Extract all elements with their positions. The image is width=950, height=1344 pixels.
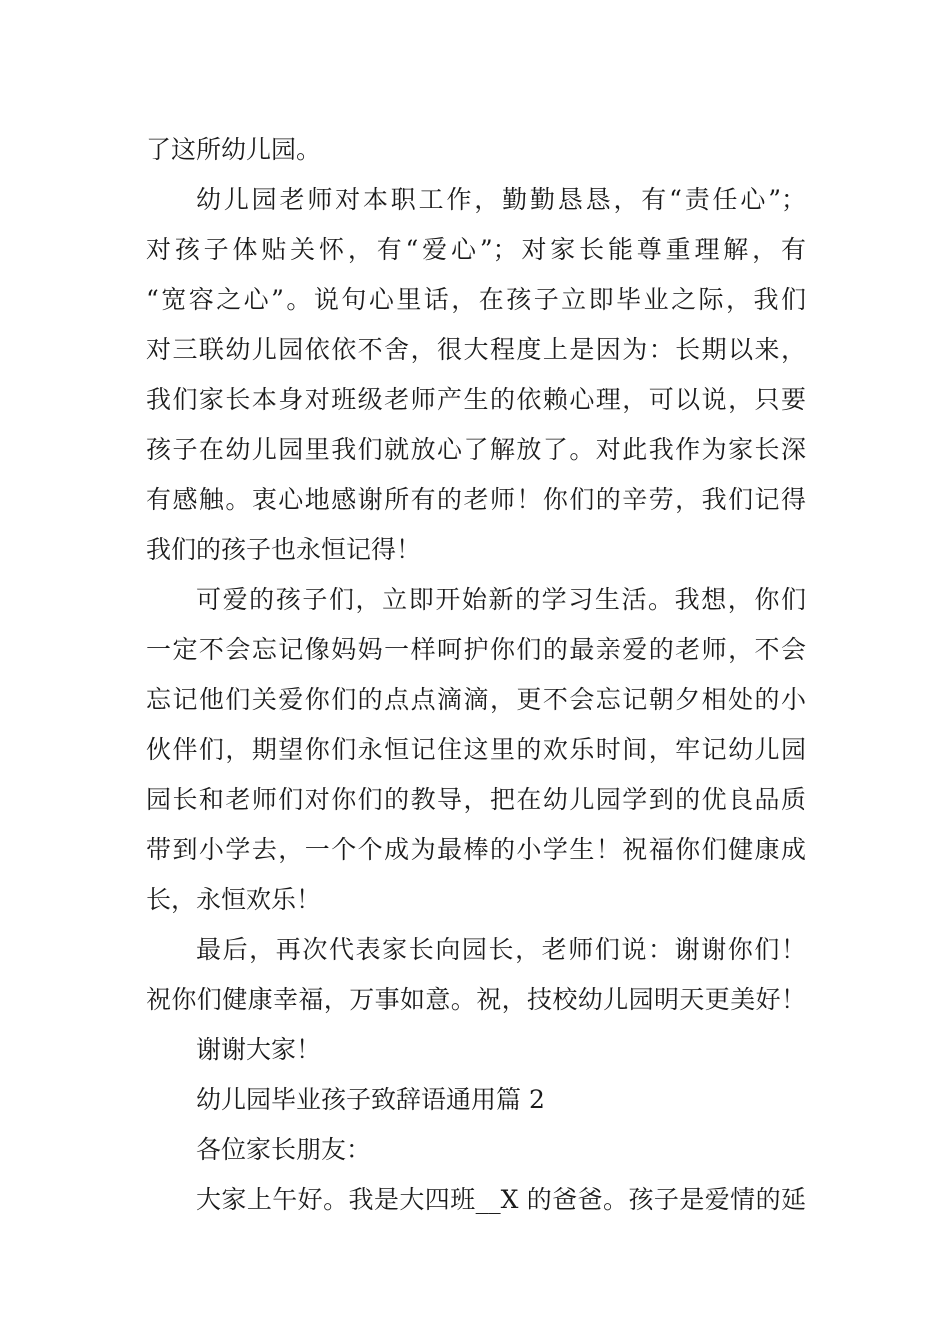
salutation: 各位家长朋友： (196, 1135, 372, 1164)
text-line: “宽容之心”。说句心里话，在孩子立即毕业之际，我们 (146, 285, 806, 314)
text-line: 带到小学去，一个个成为最棒的小学生！祝福你们健康成 (146, 835, 806, 864)
text-line: 伙伴们，期望你们永恒记住这里的欢乐时间，牢记幼儿园 (146, 735, 806, 764)
text-line: 忘记他们关爱你们的点点滴滴，更不会忘记朝夕相处的小 (146, 685, 806, 714)
text-line: 有感触。衷心地感谢所有的老师！你们的辛劳，我们记得 (146, 485, 806, 514)
section-heading: 幼儿园毕业孩子致辞语通用篇 2 (196, 1085, 545, 1114)
text-line: 一定不会忘记像妈妈一样呵护你们的最亲爱的老师，不会 (146, 635, 806, 664)
text-line: 孩子在幼儿园里我们就放心了解放了。对此我作为家长深 (146, 435, 806, 464)
text-line: 园长和老师们对你们的教导，把在幼儿园学到的优良品质 (146, 785, 806, 814)
text-line: 可爱的孩子们，立即开始新的学习生活。我想，你们 (196, 585, 806, 614)
text-line: 长，永恒欢乐！ (146, 885, 322, 914)
text-line: 幼儿园老师对本职工作，勤勤恳恳，有“责任心”； (196, 185, 806, 214)
text-line: 祝你们健康幸福，万事如意。祝，技校幼儿园明天更美好！ (146, 985, 806, 1014)
text-line: 谢谢大家！ (196, 1035, 322, 1064)
text-line: 对孩子体贴关怀，有“爱心”；对家长能尊重理解，有 (146, 235, 806, 264)
text-line: 最后，再次代表家长向园长，老师们说：谢谢你们！ (196, 935, 806, 964)
text-line: 大家上午好。我是大四班__X 的爸爸。孩子是爱情的延 (196, 1185, 806, 1214)
text-line: 了这所幼儿园。 (146, 135, 322, 164)
text-line: 我们的孩子也永恒记得！ (146, 535, 422, 564)
text-line: 对三联幼儿园依依不舍，很大程度上是因为：长期以来， (146, 335, 806, 364)
text-line: 我们家长本身对班级老师产生的依赖心理，可以说，只要 (146, 385, 806, 414)
